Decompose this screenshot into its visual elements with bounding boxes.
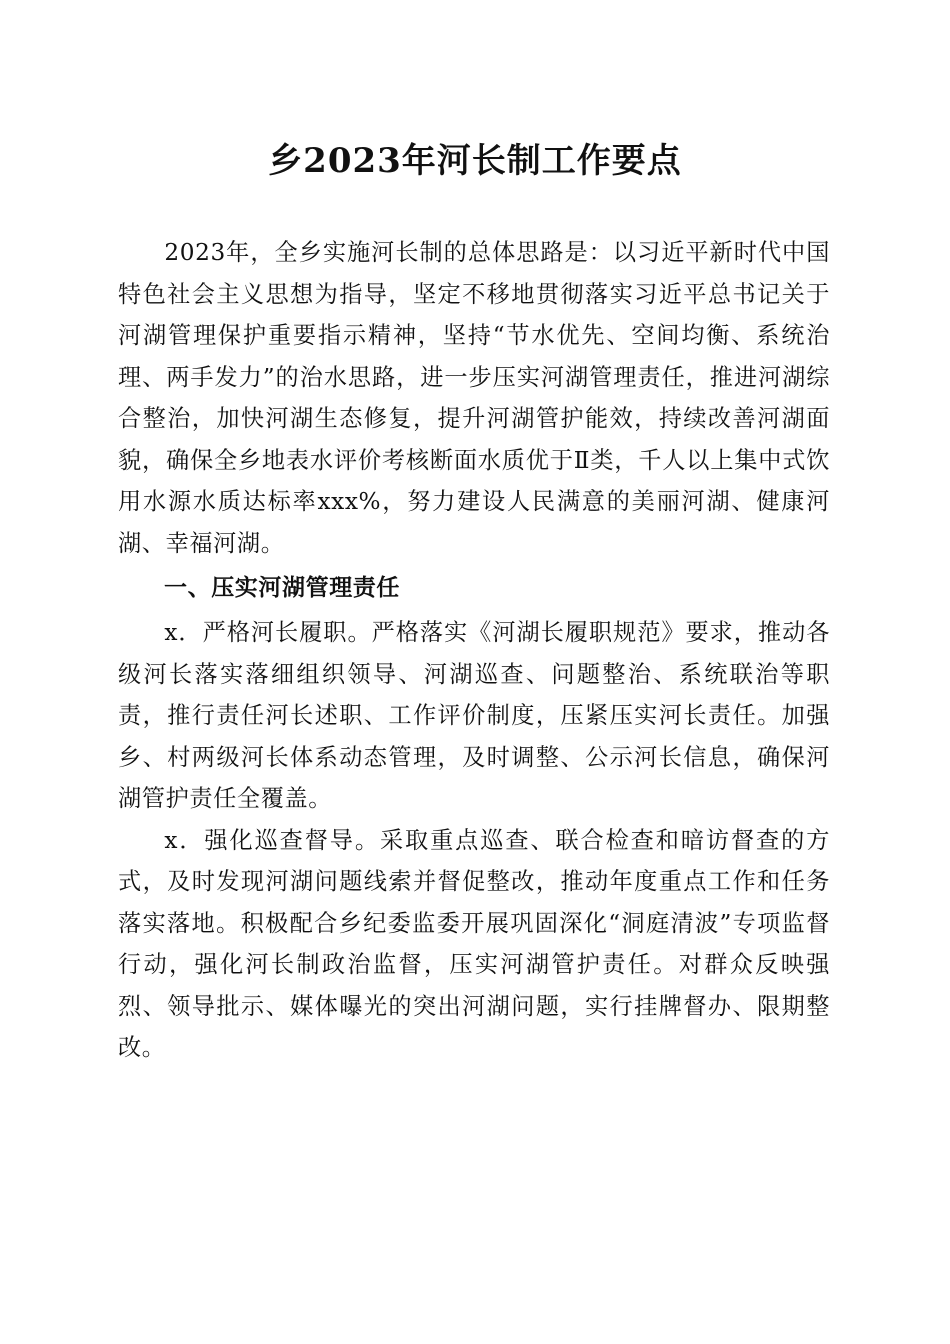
section-item-2: x．强化巡查督导。采取重点巡查、联合检查和暗访督查的方式，及时发现河湖问题线索并督促整改，推动年度重点工作和任务落实落地。积极配合乡纪委监委开展巩固深化“洞庭清波”专项监督行动，强化河长制政治监督，压实河湖管护责任。对群众反映强烈、领导批示、媒体曝光的突出河湖问题，实行挂牌督办、限期整改。: [118, 826, 830, 1061]
document-body: [118, 232, 830, 1069]
section-item-1: x．严格河长履职。严格落实《河湖长履职规范》要求，推动各级河长落实落细组织领导、河湖巡查、问题整治、系统联治等职责，推行责任河长述职、工作评价制度，压紧压实河长责任。加强乡、村两级河长体系动态管理，及时调整、公示河长信息，确保河湖管护责任全覆盖。: [118, 619, 830, 812]
intro-paragraph: 2023年，全乡实施河长制的总体思路是：以习近平新时代中国特色社会主义思想为指导，坚定不移地贯彻落实习近平总书记关于河湖管理保护重要指示精神，坚持“节水优先、空间均衡、系统治理、两手发力”的治水思路，进一步压实河湖管理责任，推进河湖综合整治，加快河湖生态修复，提升河湖管护能效，持续改善河湖面貌，确保全乡地表水评价考核断面水质优于Ⅱ类，千人以上集中式饮用水源水质达标率xxx%，努力建设人民满意的美丽河湖、健康河湖、幸福河湖。: [118, 239, 830, 557]
document-title: 乡2023年河长制工作要点: [268, 141, 682, 181]
section-heading: 一、压实河湖管理责任: [164, 575, 400, 601]
section-1: [118, 564, 830, 1069]
